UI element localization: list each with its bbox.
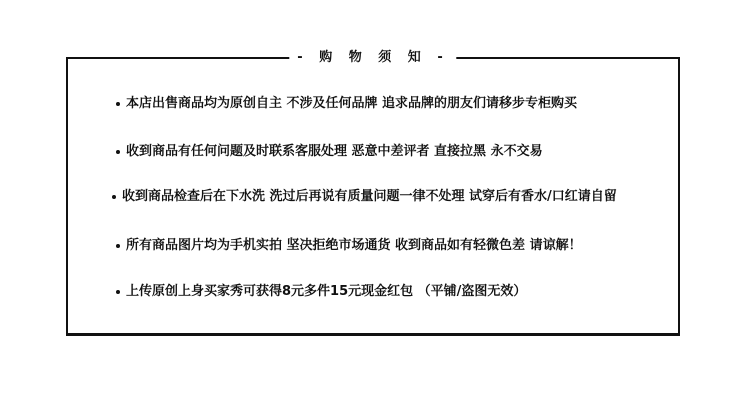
- rule-item-photos: [116, 237, 582, 255]
- rule-item-contact-service: [116, 143, 543, 161]
- bullet-dot-icon: [116, 244, 120, 248]
- rule-text: 本店出售商品均为原创自主 不涉及任何品牌 追求品牌的朋友们请移步专柜购买: [126, 96, 578, 111]
- rule-text: 收到商品有任何问题及时联系客服处理 恶意中差评者 直接拉黑 永不交易: [126, 144, 543, 159]
- bullet-dot-icon: [112, 195, 116, 199]
- rule-text: 上传原创上身买家秀可获得8元多件15元现金红包 （平铺/盗图无效）: [126, 284, 527, 299]
- rule-item-inspection: [112, 188, 617, 206]
- bullet-dot-icon: [116, 150, 120, 154]
- rule-item-buyer-show-reward: [116, 283, 526, 301]
- rule-text: 收到商品检查后在下水洗 洗过后再说有质量问题一律不处理 试穿后有香水/口红请自留: [122, 189, 617, 204]
- bullet-dot-icon: [116, 102, 120, 106]
- bullet-dot-icon: [116, 290, 120, 294]
- shopping-notice-box: [66, 50, 680, 336]
- notice-title: - 购 物 须 知 -: [289, 49, 456, 67]
- rule-text: 所有商品图片均为手机实拍 坚决拒绝市场通货 收到商品如有轻微色差 请谅解！: [126, 238, 582, 253]
- rule-item-originality: [116, 95, 577, 113]
